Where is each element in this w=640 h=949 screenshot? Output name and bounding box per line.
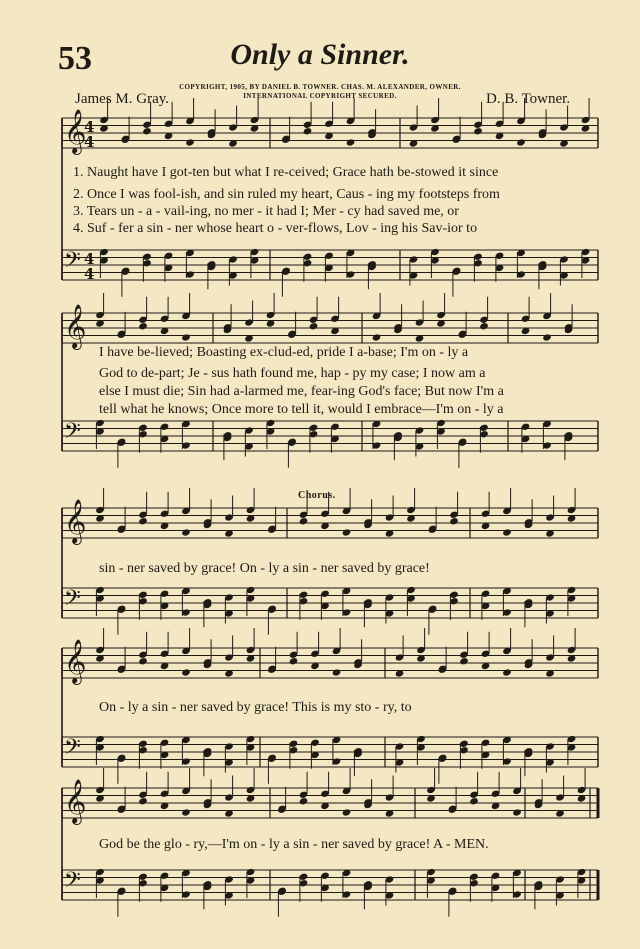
author-credit: James M. Gray.	[75, 91, 170, 107]
note-head	[502, 528, 512, 536]
bass-clef-icon: 𝄢	[64, 419, 81, 449]
note-head	[138, 517, 148, 525]
note-head	[138, 657, 148, 665]
note-head	[516, 138, 526, 146]
note-head	[479, 322, 489, 330]
note-head	[138, 322, 148, 330]
lyric-line: I have be-lieved; Boasting ex-clud-ed, pride I a-base; I'm on - ly a	[99, 345, 469, 360]
lyric-line: tell what he knows; Once more to tell it, would I embrace—I'm on - ly a	[99, 402, 504, 417]
note-head	[185, 138, 195, 146]
note-head	[289, 657, 299, 665]
note-head	[342, 528, 352, 536]
lyric-line: 4. Suf - fer a sin - ner whose heart o - ver-flows, Lov - ing his Sav-ior to	[73, 221, 478, 236]
note-head	[299, 517, 309, 525]
note-head	[181, 668, 191, 676]
treble-clef-icon: 𝄞	[64, 779, 87, 823]
bass-clef-icon: 𝄢	[64, 735, 81, 765]
bass-clef-icon: 𝄢	[64, 868, 81, 898]
note-head	[473, 127, 483, 135]
lyric-line: sin - ner saved by grace! On - ly a sin - ner saved by grace!	[99, 561, 430, 576]
hymn-title: Only a Sinner.	[230, 38, 410, 71]
treble-clef-icon: 𝄞	[64, 109, 87, 153]
lyric-line: God to de-part; Je - sus hath found me, hap - py my case; I now am a	[99, 366, 486, 381]
time-signature-bottom: 4	[84, 133, 95, 151]
note-head	[142, 127, 152, 135]
lyric-line: 2. Once I was fool-ish, and sin ruled my heart, Caus - ing my footsteps from	[73, 187, 500, 202]
treble-clef-icon: 𝄞	[64, 304, 87, 348]
treble-clef-icon: 𝄞	[64, 639, 87, 683]
copyright-line-1: COPYRIGHT, 1905, BY DANIEL B. TOWNER. CHAS. M. ALEXANDER, OWNER.	[179, 83, 461, 91]
hymn-number: 53	[58, 40, 92, 77]
note-head	[299, 797, 309, 805]
note-head	[346, 138, 356, 146]
bass-clef-icon: 𝄢	[64, 586, 81, 616]
note-head	[459, 657, 469, 665]
note-head	[449, 517, 459, 525]
composer-credit: D. B. Towner.	[486, 91, 571, 107]
lyric-line: God be the glo - ry,—I'm on - ly a sin - ner saved by grace! A - MEN.	[99, 837, 489, 852]
note-head	[303, 127, 313, 135]
time-signature-bottom: 4	[84, 265, 95, 283]
note-head	[181, 528, 191, 536]
time-signature-top: 4	[84, 118, 95, 136]
note-head	[332, 668, 342, 676]
lyric-line: else I must die; Sin had a-larmed me, fear-ing God's face; But now I'm a	[99, 384, 504, 399]
note-head	[138, 797, 148, 805]
note-head	[542, 333, 552, 341]
bass-clef-icon: 𝄢	[64, 248, 81, 278]
lyric-line: On - ly a sin - ner saved by grace! This is my sto - ry, to	[99, 700, 412, 715]
note-head	[309, 322, 319, 330]
note-head	[469, 797, 479, 805]
time-signature-top: 4	[84, 250, 95, 268]
lyric-line: 3. Tears un - a - vail-ing, no mer - it had I; Mer - cy had saved me, or	[73, 204, 459, 219]
chorus-label: Chorus.	[298, 490, 336, 501]
note-head	[181, 333, 191, 341]
note-head	[342, 808, 352, 816]
note-head	[512, 808, 522, 816]
copyright-line-2: INTERNATIONAL COPYRIGHT SECURED.	[243, 92, 397, 100]
lyric-line: 1. Naught have I got-ten but what I re-ceived; Grace hath be-stowed it since	[73, 165, 499, 180]
note-head	[372, 333, 382, 341]
treble-clef-icon: 𝄞	[64, 499, 87, 543]
note-head	[502, 668, 512, 676]
note-head	[181, 808, 191, 816]
